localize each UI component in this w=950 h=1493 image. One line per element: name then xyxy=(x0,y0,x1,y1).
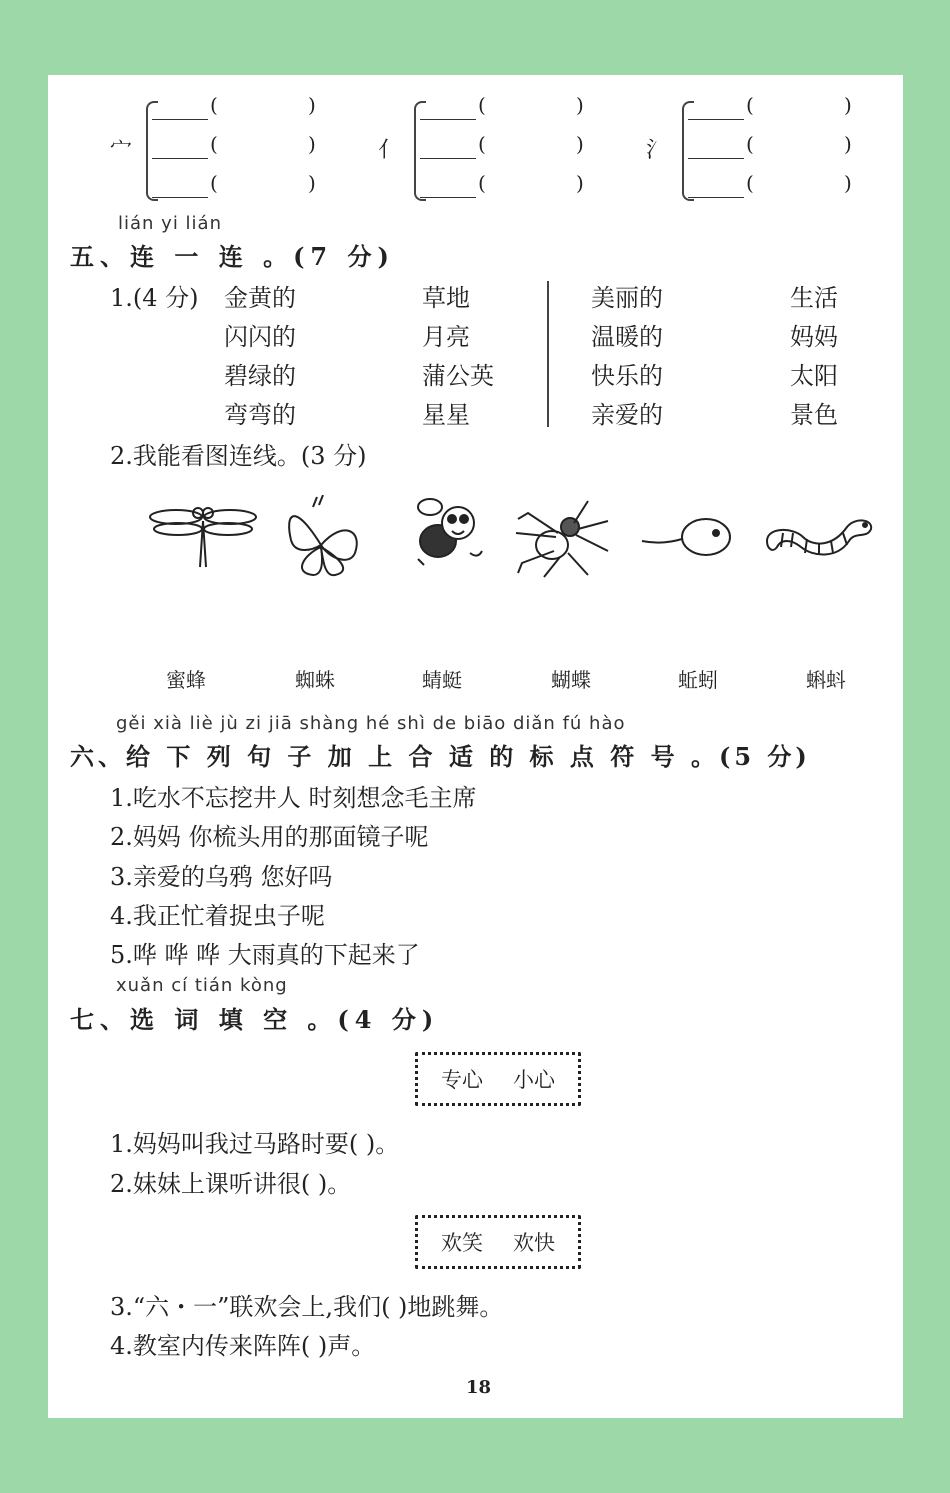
right-noun-4: 景色 xyxy=(790,401,838,429)
sentence-5: 5.哗 哗 哗 大雨真的下起来了 xyxy=(110,941,420,969)
pinyin-paren-close: ) xyxy=(576,93,584,117)
fill-question-1: 1.妈妈叫我过马路时要( )。 xyxy=(110,1130,400,1158)
fill-question-2: 2.妹妹上课听讲很( )。 xyxy=(110,1170,352,1198)
section5-heading: 五、连 一 连 。(7 分) xyxy=(70,242,395,271)
animal-name-3: 蜻蜓 xyxy=(422,668,462,692)
radical-char: 氵 xyxy=(646,138,669,163)
word-blank[interactable] xyxy=(688,119,744,120)
animal-name-4: 蝴蝶 xyxy=(551,668,591,692)
pinyin-paren-close: ) xyxy=(576,132,584,156)
word-choice-box-1 xyxy=(415,1052,581,1106)
section7-pinyin: xuǎn cí tián kòng xyxy=(116,975,288,996)
left-adj-3: 碧绿的 xyxy=(224,362,296,390)
right-adj-3: 快乐的 xyxy=(591,362,663,390)
left-adj-1: 金黄的 xyxy=(224,284,296,312)
word-choice-box-2 xyxy=(415,1215,581,1269)
pinyin-paren-open: ( xyxy=(746,93,754,117)
pinyin-paren-close: ) xyxy=(844,171,852,195)
radical-char: 宀 xyxy=(110,138,133,163)
group-brace xyxy=(146,101,158,201)
animal-name-6: 蝌蚪 xyxy=(806,668,846,692)
left-noun-2: 月亮 xyxy=(422,323,470,351)
fill-question-3: 3.“六・一”联欢会上,我们( )地跳舞。 xyxy=(110,1293,504,1321)
sentence-4: 4.我正忙着捉虫子呢 xyxy=(110,902,325,930)
pinyin-paren-open: ( xyxy=(746,132,754,156)
word-blank[interactable] xyxy=(152,119,208,120)
page-number: 18 xyxy=(466,1377,492,1398)
dragonfly-icon xyxy=(148,495,258,575)
section5-pinyin: lián yi lián xyxy=(118,213,222,234)
pinyin-paren-open: ( xyxy=(478,132,486,156)
word-blank[interactable] xyxy=(688,197,744,198)
right-adj-2: 温暖的 xyxy=(591,323,663,351)
sentence-1: 1.吃水不忘挖井人 时刻想念毛主席 xyxy=(110,784,477,812)
word-blank[interactable] xyxy=(152,158,208,159)
radical-char: 亻 xyxy=(378,138,401,163)
section7-heading: 七、选 词 填 空 。(4 分) xyxy=(70,1005,440,1034)
word-choice: 小心 xyxy=(513,1068,555,1092)
pinyin-paren-close: ) xyxy=(844,93,852,117)
pinyin-paren-open: ( xyxy=(478,171,486,195)
animal-name-5: 蚯蚓 xyxy=(678,668,718,692)
right-adj-4: 亲爱的 xyxy=(591,401,663,429)
section5-q1-label: 1.(4 分) xyxy=(110,284,199,312)
left-adj-2: 闪闪的 xyxy=(224,323,296,351)
animal-name-1: 蜜蜂 xyxy=(166,668,206,692)
spider-icon xyxy=(508,493,618,579)
pinyin-paren-open: ( xyxy=(210,171,218,195)
word-blank[interactable] xyxy=(420,119,476,120)
left-noun-1: 草地 xyxy=(422,284,470,312)
worksheet-page xyxy=(48,75,903,1418)
word-blank[interactable] xyxy=(688,158,744,159)
pinyin-paren-close: ) xyxy=(576,171,584,195)
section5-q2: 2.我能看图连线。(3 分) xyxy=(110,442,367,470)
tadpole-icon xyxy=(638,515,738,565)
right-adj-1: 美丽的 xyxy=(591,284,663,312)
pinyin-paren-close: ) xyxy=(308,171,316,195)
group-brace xyxy=(682,101,694,201)
word-choice: 专心 xyxy=(441,1068,483,1092)
pinyin-paren-open: ( xyxy=(210,93,218,117)
pinyin-paren-open: ( xyxy=(746,171,754,195)
column-divider xyxy=(547,281,549,427)
pinyin-paren-open: ( xyxy=(210,132,218,156)
section6-pinyin: gěi xià liè jù zi jiā shàng hé shì de biāo diǎn fú hào xyxy=(116,713,626,734)
right-noun-2: 妈妈 xyxy=(790,323,838,351)
word-blank[interactable] xyxy=(420,197,476,198)
pinyin-paren-close: ) xyxy=(308,132,316,156)
section6-heading: 六、给 下 列 句 子 加 上 合 适 的 标 点 符 号 。(5 分) xyxy=(70,742,811,771)
bee-icon xyxy=(408,493,488,573)
pinyin-paren-open: ( xyxy=(478,93,486,117)
fill-question-4: 4.教室内传来阵阵( )声。 xyxy=(110,1332,376,1360)
pinyin-paren-close: ) xyxy=(308,93,316,117)
word-choice: 欢笑 xyxy=(441,1231,483,1255)
sentence-3: 3.亲爱的乌鸦 您好吗 xyxy=(110,863,333,891)
butterfly-icon xyxy=(283,495,363,581)
right-noun-1: 生活 xyxy=(790,284,838,312)
left-noun-3: 蒲公英 xyxy=(422,362,494,390)
left-adj-4: 弯弯的 xyxy=(224,401,296,429)
word-choice: 欢快 xyxy=(513,1231,555,1255)
earthworm-icon xyxy=(763,513,875,559)
right-noun-3: 太阳 xyxy=(790,362,838,390)
word-blank[interactable] xyxy=(420,158,476,159)
animal-name-2: 蜘蛛 xyxy=(295,668,335,692)
sentence-2: 2.妈妈 你梳头用的那面镜子呢 xyxy=(110,823,429,851)
group-brace xyxy=(414,101,426,201)
word-blank[interactable] xyxy=(152,197,208,198)
left-noun-4: 星星 xyxy=(422,401,470,429)
pinyin-paren-close: ) xyxy=(844,132,852,156)
